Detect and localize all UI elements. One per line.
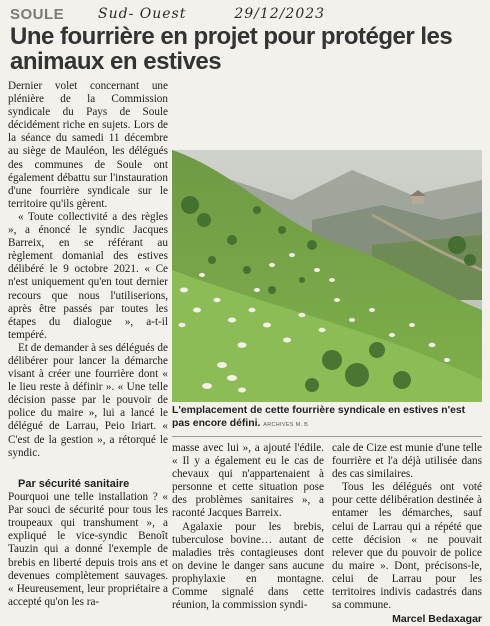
caption-divider [172,436,482,437]
photo-caption [172,405,482,431]
paragraph: masse avec lui », a ajouté l'édile. « Il y a également eu le cas de chevaux qui n'appartenaient à personne et cette situation pose des problèmes sanitaires », a raconté Jacques Barreix. [172,442,324,520]
paragraph: « Toute collectivité a des règles », a énoncé le syndic Jacques Barreix, en se référant au règlement domanial des estives délibéré le 9 octobre 2021. « Ce n'est uniquement qu'en tout dernier recours que nous l'utiliserions, après être passés par toutes les étapes du dialogue », a-t-il tempéré. [8,210,168,341]
article-column-bottom-1 [8,478,168,609]
section-label: SOULE [10,6,65,23]
article-column-left [8,80,168,460]
paragraph: Dernier volet concernant une plénière de la Commission syndicale du Pays de Soule décidément riche en sujets. Lors de la séance du samedi 11 décembre au siège de Mauléon, les délégués des communes de Soule ont également débattu sur l'instauration d'une fourrière syndicale sur le territoire qu'ils gèrent. [8,80,168,210]
paragraph: Pourquoi une telle installation ? « Par souci de sécurité pour tous les troupeaux qui transhument », a expliqué le vice-syndic Benoît Tauzin qui a donné l'exemple de brebis en liberté depuis trois ans et devenues complètement sauvages. « Heureusement, leur propriétaire a accepté qu'on les ra- [8,491,168,608]
paragraph: cale de Cize est munie d'une telle fourrière et l'a déjà utilisée dans des cas similaires. [332,442,482,481]
caption-text: L'emplacement de cette fourrière syndicale en estives n'est pas encore défini. [172,405,466,429]
handwritten-date: 29/12/2023 [234,6,326,22]
paragraph: Agalaxie pour les brebis, tuberculose bovine… autant de maladies très contagieuses dont on devine le danger sans aucune prophylaxie en montagne. Comme signalé dans cette réunion, la commission syndi- [172,520,324,612]
subheading: Par sécurité sanitaire [18,478,130,490]
landscape-illustration [172,150,482,402]
paragraph: Et de demander à ses délégués de délibérer pour lancer la démarche visant à créer une fourrière dont « le lieu reste à définir ». « Une telle décision passe par le pouvoir de police du maire », lui a lancé le délégué de Larrau, Peio Iriart. « C'est de la gestion », a rétorqué le syndic. [8,341,168,459]
photo-mountain-pasture-sheep [172,150,482,402]
article-column-bottom-2 [172,442,324,612]
handwritten-source: Sud- Ouest [98,6,187,22]
author-signature: Marcel Bedaxagar [392,613,482,626]
handwritten-annotation [98,6,428,22]
paragraph: Tous les délégués ont voté pour cette délibération destinée à entamer les démarches, sauf celui de Larrau qui a répété que cette décision « ne pouvait relever que du pouvoir de police du maire ». Dont, précisons-le, celui de Larrau pour les territoires indivis cadastrés dans sa commune. [332,481,482,612]
article-column-bottom-3 [332,442,482,626]
photo-credit: ARCHIVES M. B. [263,421,310,428]
headline: Une fourrière en projet pour protéger les animaux en estives [10,23,453,75]
